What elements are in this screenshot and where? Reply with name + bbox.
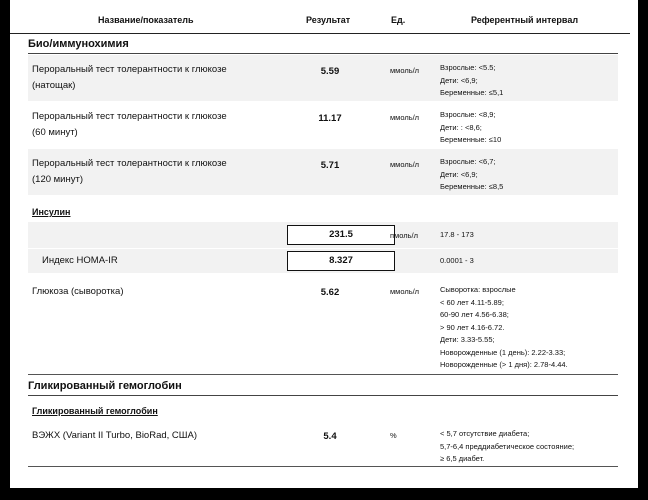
header-name: Название/показатель — [98, 15, 194, 25]
row-reference: < 5,7 отсутствие диабета; 5,7-6,4 преддиабетическое состояние; ≥ 6,5 диабет. — [440, 429, 575, 463]
row-unit: ммоль/л — [390, 113, 420, 122]
row-reference: 0.0001 - 3 — [440, 256, 474, 265]
result-box-insulin: 231.5 — [287, 225, 395, 245]
row-divider — [28, 374, 618, 375]
table-row-ogtt-60 — [28, 102, 618, 148]
table-row-insulin — [28, 222, 618, 248]
header-unit: Ед. — [391, 15, 406, 25]
row-unit: пмоль/л — [390, 231, 418, 240]
row-result: 5.59 — [320, 66, 340, 77]
row-reference: Сыворотка: взрослые < 60 лет 4.11-5.89; 60-90 лет 4.56-6.38; > 90 лет 4.16-6.72. Дети: 3.33-5.55; Новорожденные (1 день): 2.22-3.33; Новорожденные (> 1 дня): 2.78-4.44. — [440, 285, 568, 369]
row-name: Глюкоза (сыворотка) — [32, 286, 124, 297]
row-unit: ммоль/л — [390, 66, 420, 75]
row-unit: % — [390, 431, 397, 440]
table-header — [10, 0, 630, 34]
section-divider — [28, 53, 618, 54]
row-unit: ммоль/л — [390, 287, 420, 296]
row-reference: Взрослые: <8,9; Дети: : <8,6; Беременные: ≤10 — [440, 110, 502, 144]
table-row-glucose — [28, 280, 618, 374]
row-name: Пероральный тест толерантности к глюкозе (60 минут) — [32, 111, 227, 138]
row-divider — [28, 466, 618, 467]
header-reference: Референтный интервал — [471, 15, 579, 25]
section-divider — [28, 395, 618, 396]
row-result: 5.62 — [320, 287, 340, 298]
table-row-ogtt-fasting — [28, 55, 618, 101]
section-title-bio: Био/иммунохимия — [28, 38, 129, 50]
row-name: Индекс HOMA-IR — [42, 255, 118, 266]
row-reference: 17.8 - 173 — [440, 230, 474, 239]
row-result: 5.4 — [323, 431, 337, 442]
subsection-title-insulin: Инсулин — [32, 207, 71, 217]
row-reference: Взрослые: <6,7; Дети: <6,9; Беременные: ≤8,5 — [440, 157, 504, 191]
header-result: Результат — [306, 15, 351, 25]
row-name: Пероральный тест толерантности к глюкозе (120 минут) — [32, 158, 227, 185]
table-row-ogtt-120 — [28, 149, 618, 195]
row-result: 5.71 — [320, 160, 340, 171]
row-unit: ммоль/л — [390, 160, 420, 169]
report-page — [10, 0, 638, 488]
subsection-title-hba1c: Гликированный гемоглобин — [32, 406, 158, 416]
row-name: Пероральный тест толерантности к глюкозе (натощак) — [32, 64, 227, 91]
result-box-homa: 8.327 — [287, 251, 395, 271]
row-reference: Взрослые: <5.5; Дети: <6,9; Беременные: ≤5,1 — [440, 63, 504, 97]
row-name: ВЭЖХ (Variant II Turbo, BioRad, США) — [32, 430, 197, 441]
table-row-homa-ir — [28, 249, 618, 273]
table-row-hba1c — [28, 424, 618, 466]
section-title-hba1c: Гликированный гемоглобин — [28, 380, 182, 392]
row-result: 11.17 — [318, 113, 342, 124]
